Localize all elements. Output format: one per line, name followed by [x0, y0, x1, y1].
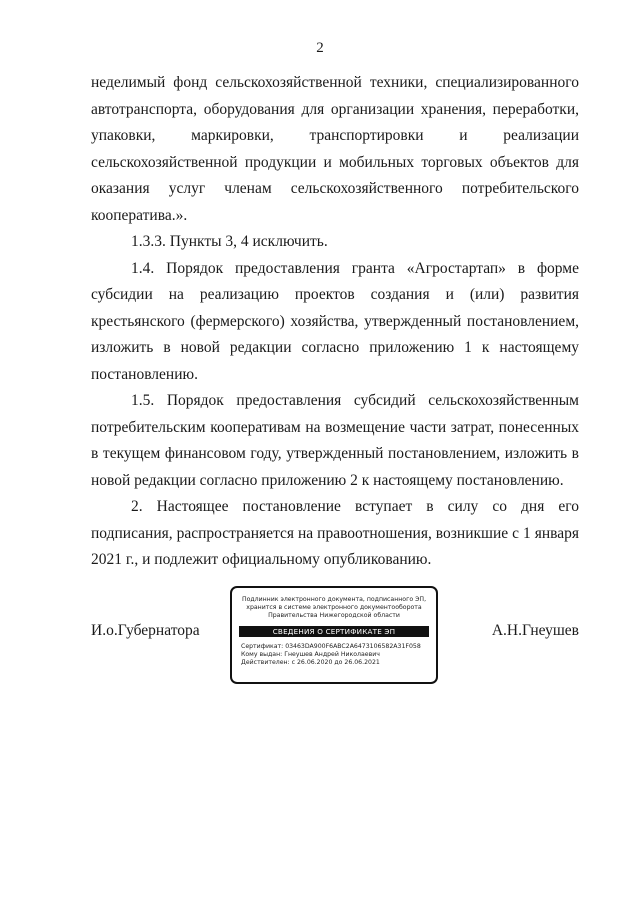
- signatory-name: А.Н.Гнеушев: [491, 622, 579, 639]
- paragraph-continuation: неделимый фонд сельскохозяйственной техники, специализированного автотранспорта, оборудования для организации хранения, переработки, упаковки, маркировки, транспортировки и реализации сельскохозяйственной продукции и мобильных торговых объектов для оказания услуг членам сельскохозяйственного потребительского кооператива.».: [91, 74, 579, 224]
- issued-to-label: Кому выдан:: [241, 651, 283, 659]
- stamp-header-line: Правительства Нижегородской области: [268, 612, 400, 620]
- validity-label: Действителен:: [241, 659, 290, 667]
- paragraph-1-3-3: 1.3.3. Пункты 3, 4 исключить.: [131, 233, 328, 250]
- document-body: [91, 70, 579, 574]
- paragraph-1-5: 1.5. Порядок предоставления субсидий сельскохозяйственным потребительским кооперативам на возмещение части затрат, понесенных в текущем финансовом году, утвержденный постановлением, изложить в новой редакции согласно приложению 2 к настоящему постановлению.: [91, 392, 579, 489]
- validity-value: с 26.06.2020 до 26.06.2021: [291, 659, 380, 667]
- paragraph-1-4: 1.4. Порядок предоставления гранта «Агростартап» в форме субсидии на реализацию проектов создания и (или) развития крестьянского (фермерского) хозяйства, утвержденный постановлением, изложить в новой редакции согласно приложению 1 к настоящему постановлению.: [91, 259, 579, 383]
- electronic-signature-stamp: [230, 586, 438, 684]
- paragraph-2: 2. Настоящее постановление вступает в силу со дня его подписания, распространяется на правоотношения, возникшие с 1 января 2021 г., и подлежит официальному опубликованию.: [91, 498, 579, 568]
- stamp-header: [232, 596, 436, 621]
- signatory-role: И.о.Губернатора: [91, 622, 200, 639]
- certificate-value: 03463DA900F6ABC2A6473106582A31F058: [285, 642, 421, 650]
- stamp-header-line: Подлинник электронного документа, подписанного ЭП,: [241, 596, 427, 603]
- page-number: 2: [316, 40, 324, 56]
- validity-row: [241, 659, 436, 667]
- certificate-row: [241, 643, 436, 651]
- stamp-title-bar: СВЕДЕНИЯ О СЕРТИФИКАТЕ ЭП: [239, 626, 429, 637]
- stamp-details: [241, 643, 436, 668]
- stamp-header-line: хранится в системе электронного документооборота: [246, 604, 422, 612]
- issued-to-value: Гнеушев Андрей Николаевич: [284, 651, 380, 659]
- certificate-label: Сертификат:: [241, 642, 284, 650]
- signature-block: [91, 586, 579, 688]
